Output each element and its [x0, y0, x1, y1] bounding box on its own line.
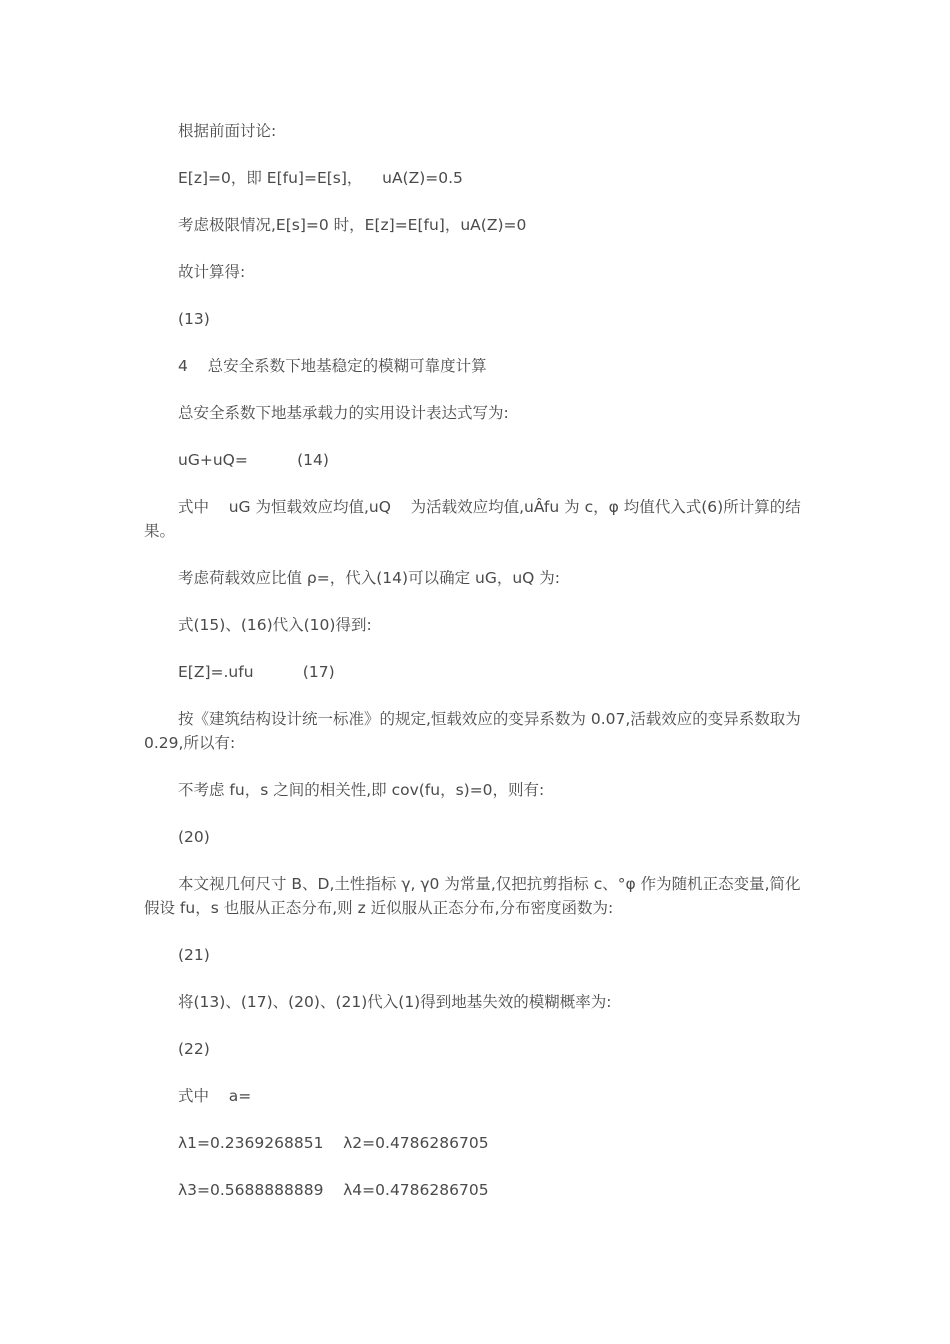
paragraph: 式中 uG 为恒载效应均值,uQ 为活载效应均值,uÂfu 为 c，φ 均值代入式(6)所计算的结果。: [144, 498, 801, 540]
equation-number: (13): [178, 310, 210, 328]
paragraph: 不考虑 fu，s 之间的相关性,即 cov(fu，s)=0，则有:: [178, 781, 545, 799]
paragraph: 考虑极限情况,E[s]=0 时，E[z]=E[fu]，uA(Z)=0: [178, 216, 527, 234]
equation: E[Z]=.ufu (17): [178, 663, 335, 681]
paragraph: 故计算得:: [178, 263, 246, 281]
paragraph: E[z]=0，即 E[fu]=E[s]， uA(Z)=0.5: [178, 169, 463, 187]
equation: uG+uQ= (14): [178, 451, 329, 469]
paragraph: 总安全系数下地基承载力的实用设计表达式写为:: [178, 404, 509, 422]
coefficient-line: λ3=0.5688888889 λ4=0.4786286705: [178, 1181, 489, 1199]
equation-number: (20): [178, 828, 210, 846]
equation-number: (22): [178, 1040, 210, 1058]
document-body: [144, 119, 809, 1225]
paragraph: 本文视几何尺寸 B、D,土性指标 γ, γ0 为常量,仅把抗剪指标 c、°φ 作为随机正态变量,简化假设 fu，s 也服从正态分布,则 z 近似服从正态分布,分布密度函数为:: [144, 875, 801, 917]
equation-number: (21): [178, 946, 210, 964]
paragraph: 考虑荷载效应比值 ρ=，代入(14)可以确定 uG，uQ 为:: [178, 569, 561, 587]
paragraph: 按《建筑结构设计统一标准》的规定,恒载效应的变异系数为 0.07,活载效应的变异系数取为 0.29,所以有:: [144, 710, 806, 752]
section-heading: 4 总安全系数下地基稳定的模糊可靠度计算: [178, 357, 487, 375]
paragraph: 式中 a=: [178, 1087, 252, 1105]
paragraph: 将(13)、(17)、(20)、(21)代入(1)得到地基失效的模糊概率为:: [178, 993, 612, 1011]
paragraph: 式(15)、(16)代入(10)得到:: [178, 616, 372, 634]
coefficient-line: λ1=0.2369268851 λ2=0.4786286705: [178, 1134, 489, 1152]
paragraph: 根据前面讨论:: [178, 122, 277, 140]
